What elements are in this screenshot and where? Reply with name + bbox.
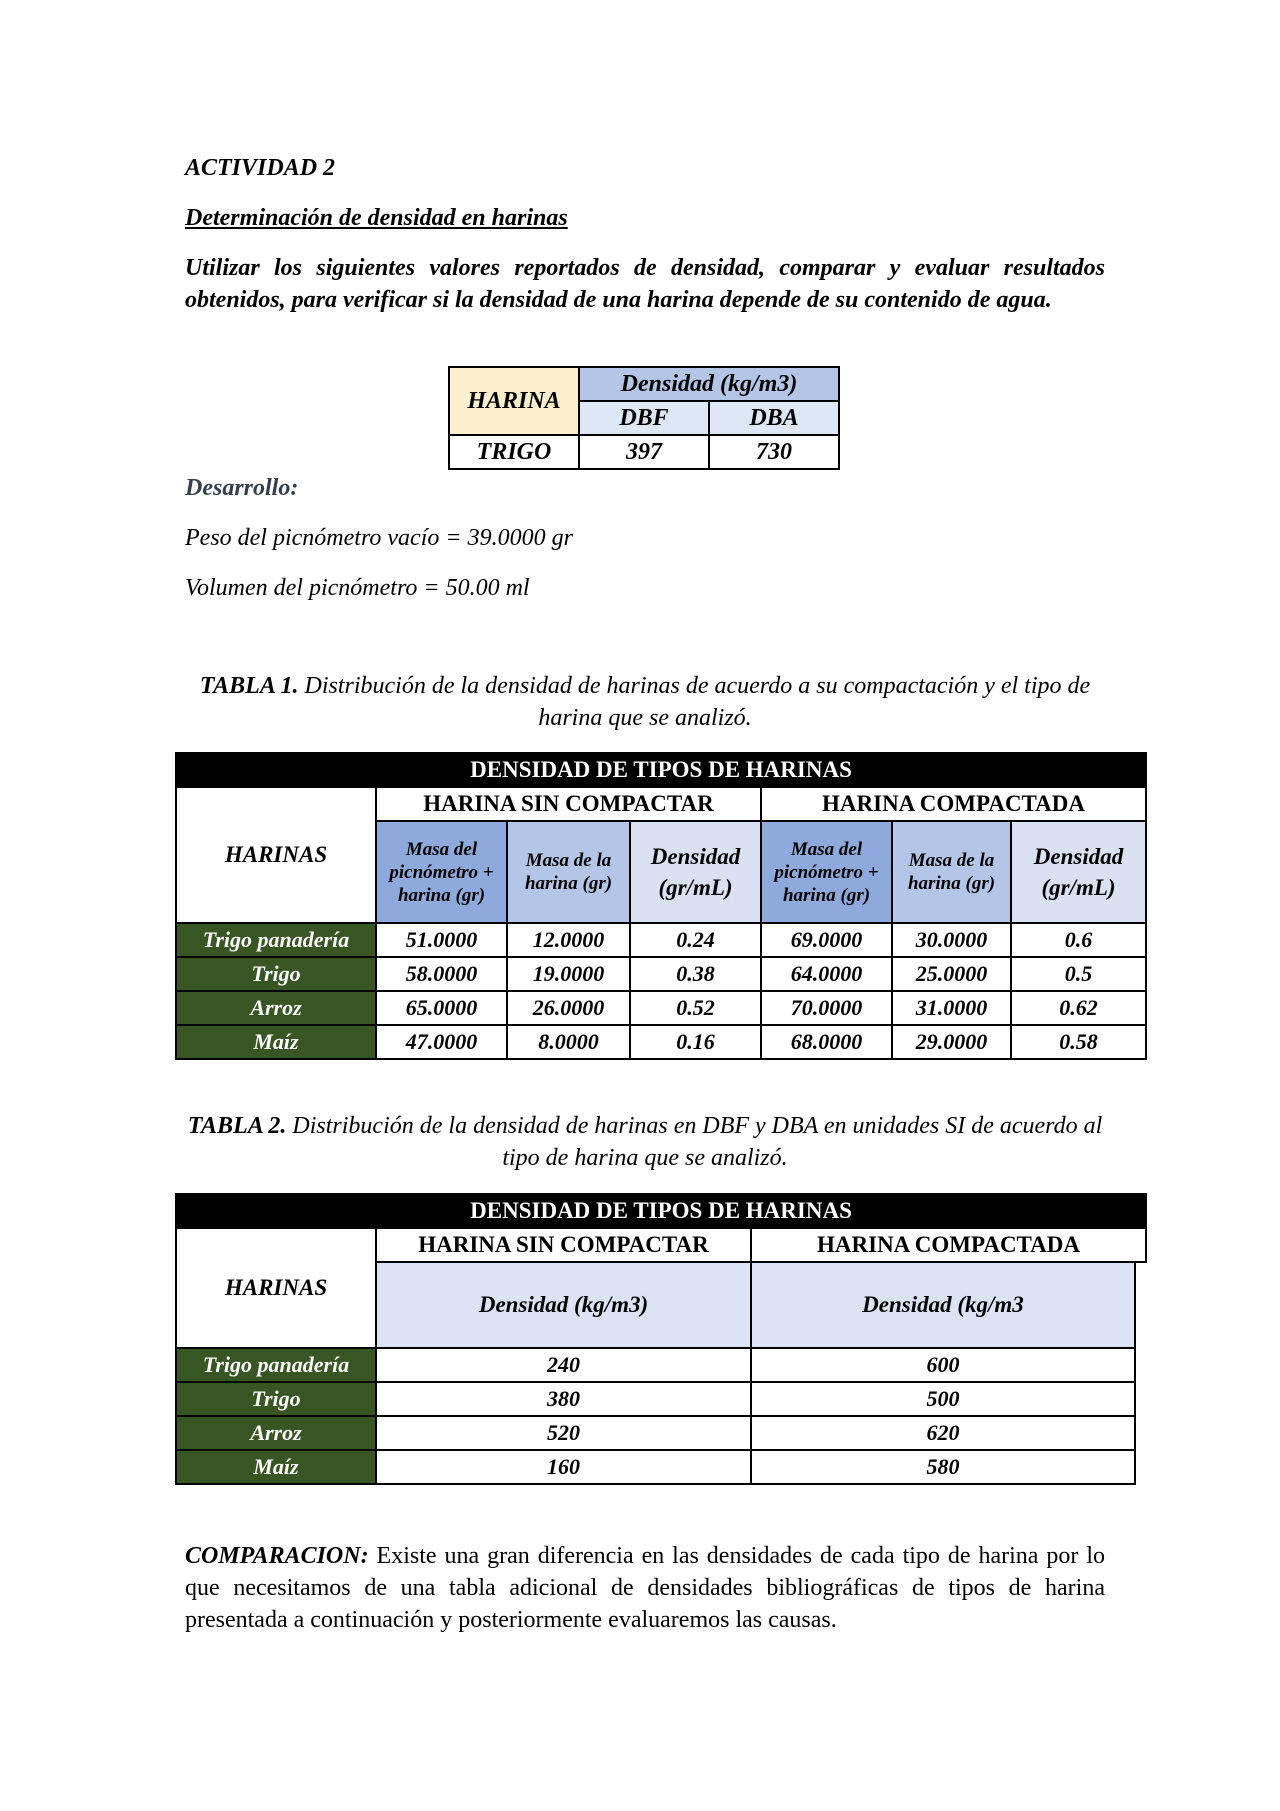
table1-cell: 0.6 [1011, 923, 1146, 957]
table2-title: DENSIDAD DE TIPOS DE HARINAS [176, 1194, 1146, 1228]
table1-cell: 0.24 [630, 923, 761, 957]
ref-dbf-header: DBF [579, 401, 709, 435]
pycnometer-volume-line: Volumen del picnómetro = 50.00 ml [185, 575, 530, 601]
table2-cell: 520 [376, 1416, 751, 1450]
table1-caption-text: Distribución de la densidad de harinas de acuerdo a su compactación y el tipo de harina que se analizó. [298, 673, 1091, 731]
table-row [176, 957, 1146, 991]
table-row [176, 1416, 1146, 1450]
table2-row-name: Maíz [176, 1450, 376, 1484]
table2-cell: 160 [376, 1450, 751, 1484]
table1-sub-mass-pic-compacted: Masa del picnómetro + harina (gr) [761, 821, 892, 923]
table1-cell: 0.16 [630, 1025, 761, 1059]
table2-cell: 380 [376, 1382, 751, 1416]
table1-group-uncompacted: HARINA SIN COMPACTAR [376, 787, 761, 821]
pycnometer-weight-line: Peso del picnómetro vacío = 39.0000 gr [185, 525, 573, 551]
table1-cell: 19.0000 [507, 957, 630, 991]
ref-density-header: Densidad (kg/m3) [579, 367, 839, 401]
table-row [176, 991, 1146, 1025]
ref-dba-value: 730 [709, 435, 839, 469]
table1-sub-mass-pic-uncompacted: Masa del picnómetro + harina (gr) [376, 821, 507, 923]
table2-cell: 240 [376, 1348, 751, 1382]
table-row [176, 923, 1146, 957]
table2-density-compacted: Densidad (kg/m3 [751, 1262, 1135, 1348]
table-row [176, 1382, 1146, 1416]
activity-heading: ACTIVIDAD 2 [185, 155, 336, 181]
table1-title: DENSIDAD DE TIPOS DE HARINAS [176, 753, 1146, 787]
table1-cell: 0.58 [1011, 1025, 1146, 1059]
table1-cell: 8.0000 [507, 1025, 630, 1059]
table1-group-compacted: HARINA COMPACTADA [761, 787, 1146, 821]
density-table-2 [175, 1193, 1147, 1485]
instructions-paragraph: Utilizar los siguientes valores reportados de densidad, comparar y evaluar resultados obtenidos, para verificar si la densidad de una harina depende de su contenido de agua. [185, 255, 1105, 313]
table1-row-name: Trigo [176, 957, 376, 991]
table1-cell: 51.0000 [376, 923, 507, 957]
table-row [176, 1025, 1146, 1059]
density-table-1 [175, 752, 1147, 1060]
table1-row-name: Maíz [176, 1025, 376, 1059]
table1-sub-density-uncompacted: Densidad (gr/mL) [630, 821, 761, 923]
table1-caption [185, 670, 1105, 734]
table1-cell: 58.0000 [376, 957, 507, 991]
table1-sub-mass-flour-uncompacted: Masa de la harina (gr) [507, 821, 630, 923]
table2-spacer [1135, 1348, 1146, 1382]
development-label: Desarrollo: [185, 475, 299, 501]
table2-density-uncompacted: Densidad (kg/m3) [376, 1262, 751, 1348]
table2-cell: 580 [751, 1450, 1135, 1484]
table2-caption [185, 1110, 1105, 1174]
table2-caption-label: TABLA 2. [187, 1113, 287, 1139]
table1-cell: 31.0000 [892, 991, 1011, 1025]
table1-cell: 68.0000 [761, 1025, 892, 1059]
table2-spacer [1135, 1416, 1146, 1450]
table1-row-name: Arroz [176, 991, 376, 1025]
table1-cell: 29.0000 [892, 1025, 1011, 1059]
table1-cell: 12.0000 [507, 923, 630, 957]
table1-sub-mass-flour-compacted: Masa de la harina (gr) [892, 821, 1011, 923]
table2-harinas-header: HARINAS [176, 1228, 376, 1348]
table2-caption-text: Distribución de la densidad de harinas en DBF y DBA en unidades SI de acuerdo al tipo de harina que se analizó. [286, 1113, 1103, 1171]
table1-cell: 64.0000 [761, 957, 892, 991]
comparison-text: Existe una gran diferencia en las densidades de cada tipo de harina por lo que necesitamos de una tabla adicional de densidades bibliográficas de tipos de harina presentada a continuación y posteriormente evaluaremos las causas. [185, 1543, 1105, 1633]
table1-sub-density-compacted: Densidad (gr/mL) [1011, 821, 1146, 923]
reference-density-table [448, 366, 840, 470]
table1-cell: 0.52 [630, 991, 761, 1025]
ref-dbf-value: 397 [579, 435, 709, 469]
table1-cell: 0.62 [1011, 991, 1146, 1025]
comparison-paragraph [185, 1540, 1105, 1636]
table2-row-name: Arroz [176, 1416, 376, 1450]
table1-cell: 47.0000 [376, 1025, 507, 1059]
table1-cell: 65.0000 [376, 991, 507, 1025]
ref-harina-header: HARINA [449, 367, 579, 435]
table1-cell: 25.0000 [892, 957, 1011, 991]
table2-group-compacted: HARINA COMPACTADA [751, 1228, 1146, 1262]
table1-cell: 70.0000 [761, 991, 892, 1025]
table1-cell: 26.0000 [507, 991, 630, 1025]
table1-cell: 30.0000 [892, 923, 1011, 957]
ref-row-label: TRIGO [449, 435, 579, 469]
table2-cell: 600 [751, 1348, 1135, 1382]
table1-cell: 0.5 [1011, 957, 1146, 991]
table1-caption-label: TABLA 1. [199, 673, 299, 699]
comparison-label: COMPARACION: [185, 1543, 369, 1569]
table1-cell: 0.38 [630, 957, 761, 991]
table-row [176, 1348, 1146, 1382]
table1-cell: 69.0000 [761, 923, 892, 957]
table2-spacer [1135, 1450, 1146, 1484]
table1-harinas-header: HARINAS [176, 787, 376, 923]
table2-cell: 500 [751, 1382, 1135, 1416]
table-row [176, 1450, 1146, 1484]
table2-row-name: Trigo panadería [176, 1348, 376, 1382]
section-subheading: Determinación de densidad en harinas [185, 205, 568, 231]
table2-spacer [1135, 1382, 1146, 1416]
table1-row-name: Trigo panadería [176, 923, 376, 957]
ref-dba-header: DBA [709, 401, 839, 435]
table2-spacer [1135, 1262, 1146, 1348]
table2-row-name: Trigo [176, 1382, 376, 1416]
table2-group-uncompacted: HARINA SIN COMPACTAR [376, 1228, 751, 1262]
table2-cell: 620 [751, 1416, 1135, 1450]
